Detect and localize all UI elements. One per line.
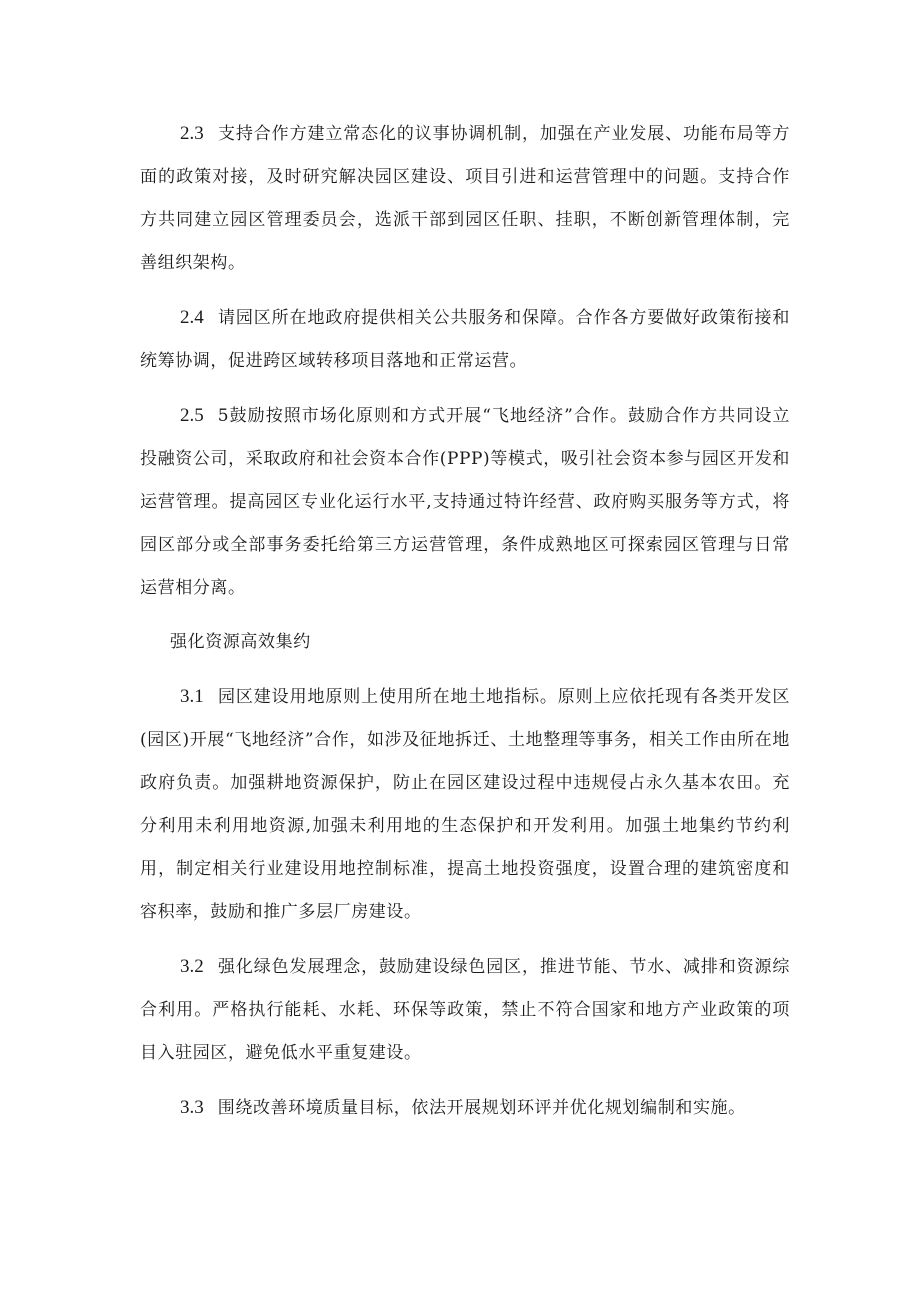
paragraph-text: 园区建设用地原则上使用所在地土地指标。原则上应依托现有各类开发区(园区)开展“飞地经济”合作，如涉及征地拆迁、土地整理等事务，相关工作由所在地政府负责。加强耕地资源保护，防止在园区建设过程中违规侵占永久基本农田。充分利用未利用地资源,加强未利用地的生态保护和开发利用。加强土地集约节约利用，制定相关行业建设用地控制标准，提高土地投资强度，设置合理的建筑密度和容积率，鼓励和推广多层厂房建设。	[140, 687, 790, 922]
paragraph-2-3	[140, 112, 790, 285]
clause-number: 2.3	[180, 123, 204, 144]
paragraph-text: 请园区所在地政府提供相关公共服务和保障。合作各方要做好政策衔接和统筹协调，促进跨区域转移项目落地和正常运营。	[140, 308, 790, 371]
clause-number: 3.3	[180, 1097, 204, 1118]
paragraph-3-3	[140, 1086, 790, 1130]
paragraph-text: 围绕改善环境质量目标，依法开展规划环评并优化规划编制和实施。	[217, 1098, 746, 1118]
document-body	[140, 112, 790, 1141]
section-heading-text: 强化资源高效集约	[170, 632, 311, 652]
paragraph-2-5	[140, 394, 790, 610]
clause-number: 3.2	[180, 956, 204, 977]
paragraph-text: 5鼓励按照市场化原则和方式开展“飞地经济”合作。鼓励合作方共同设立投融资公司，采取政府和社会资本合作(PPP)等模式，吸引社会资本参与园区开发和运营管理。提高园区专业化运行水平,支持通过特许经营、政府购买服务等方式，将园区部分或全部事务委托给第三方运营管理，条件成熟地区可探索园区管理与日常运营相分离。	[140, 406, 790, 598]
paragraph-text: 强化绿色发展理念，鼓励建设绿色园区，推进节能、节水、减排和资源综合利用。严格执行能耗、水耗、环保等政策，禁止不符合国家和地方产业政策的项目入驻园区，避免低水平重复建设。	[140, 957, 790, 1063]
clause-number: 2.4	[180, 307, 204, 328]
clause-number: 3.1	[180, 686, 204, 707]
paragraph-2-4	[140, 296, 790, 383]
paragraph-3-2	[140, 945, 790, 1075]
clause-number: 2.5	[180, 405, 204, 426]
paragraph-text: 支持合作方建立常态化的议事协调机制，加强在产业发展、功能布局等方面的政策对接，及时研究解决园区建设、项目引进和运营管理中的问题。支持合作方共同建立园区管理委员会，选派干部到园区任职、挂职，不断创新管理体制，完善组织架构。	[140, 124, 790, 273]
section-heading	[140, 621, 790, 664]
paragraph-3-1	[140, 675, 790, 934]
